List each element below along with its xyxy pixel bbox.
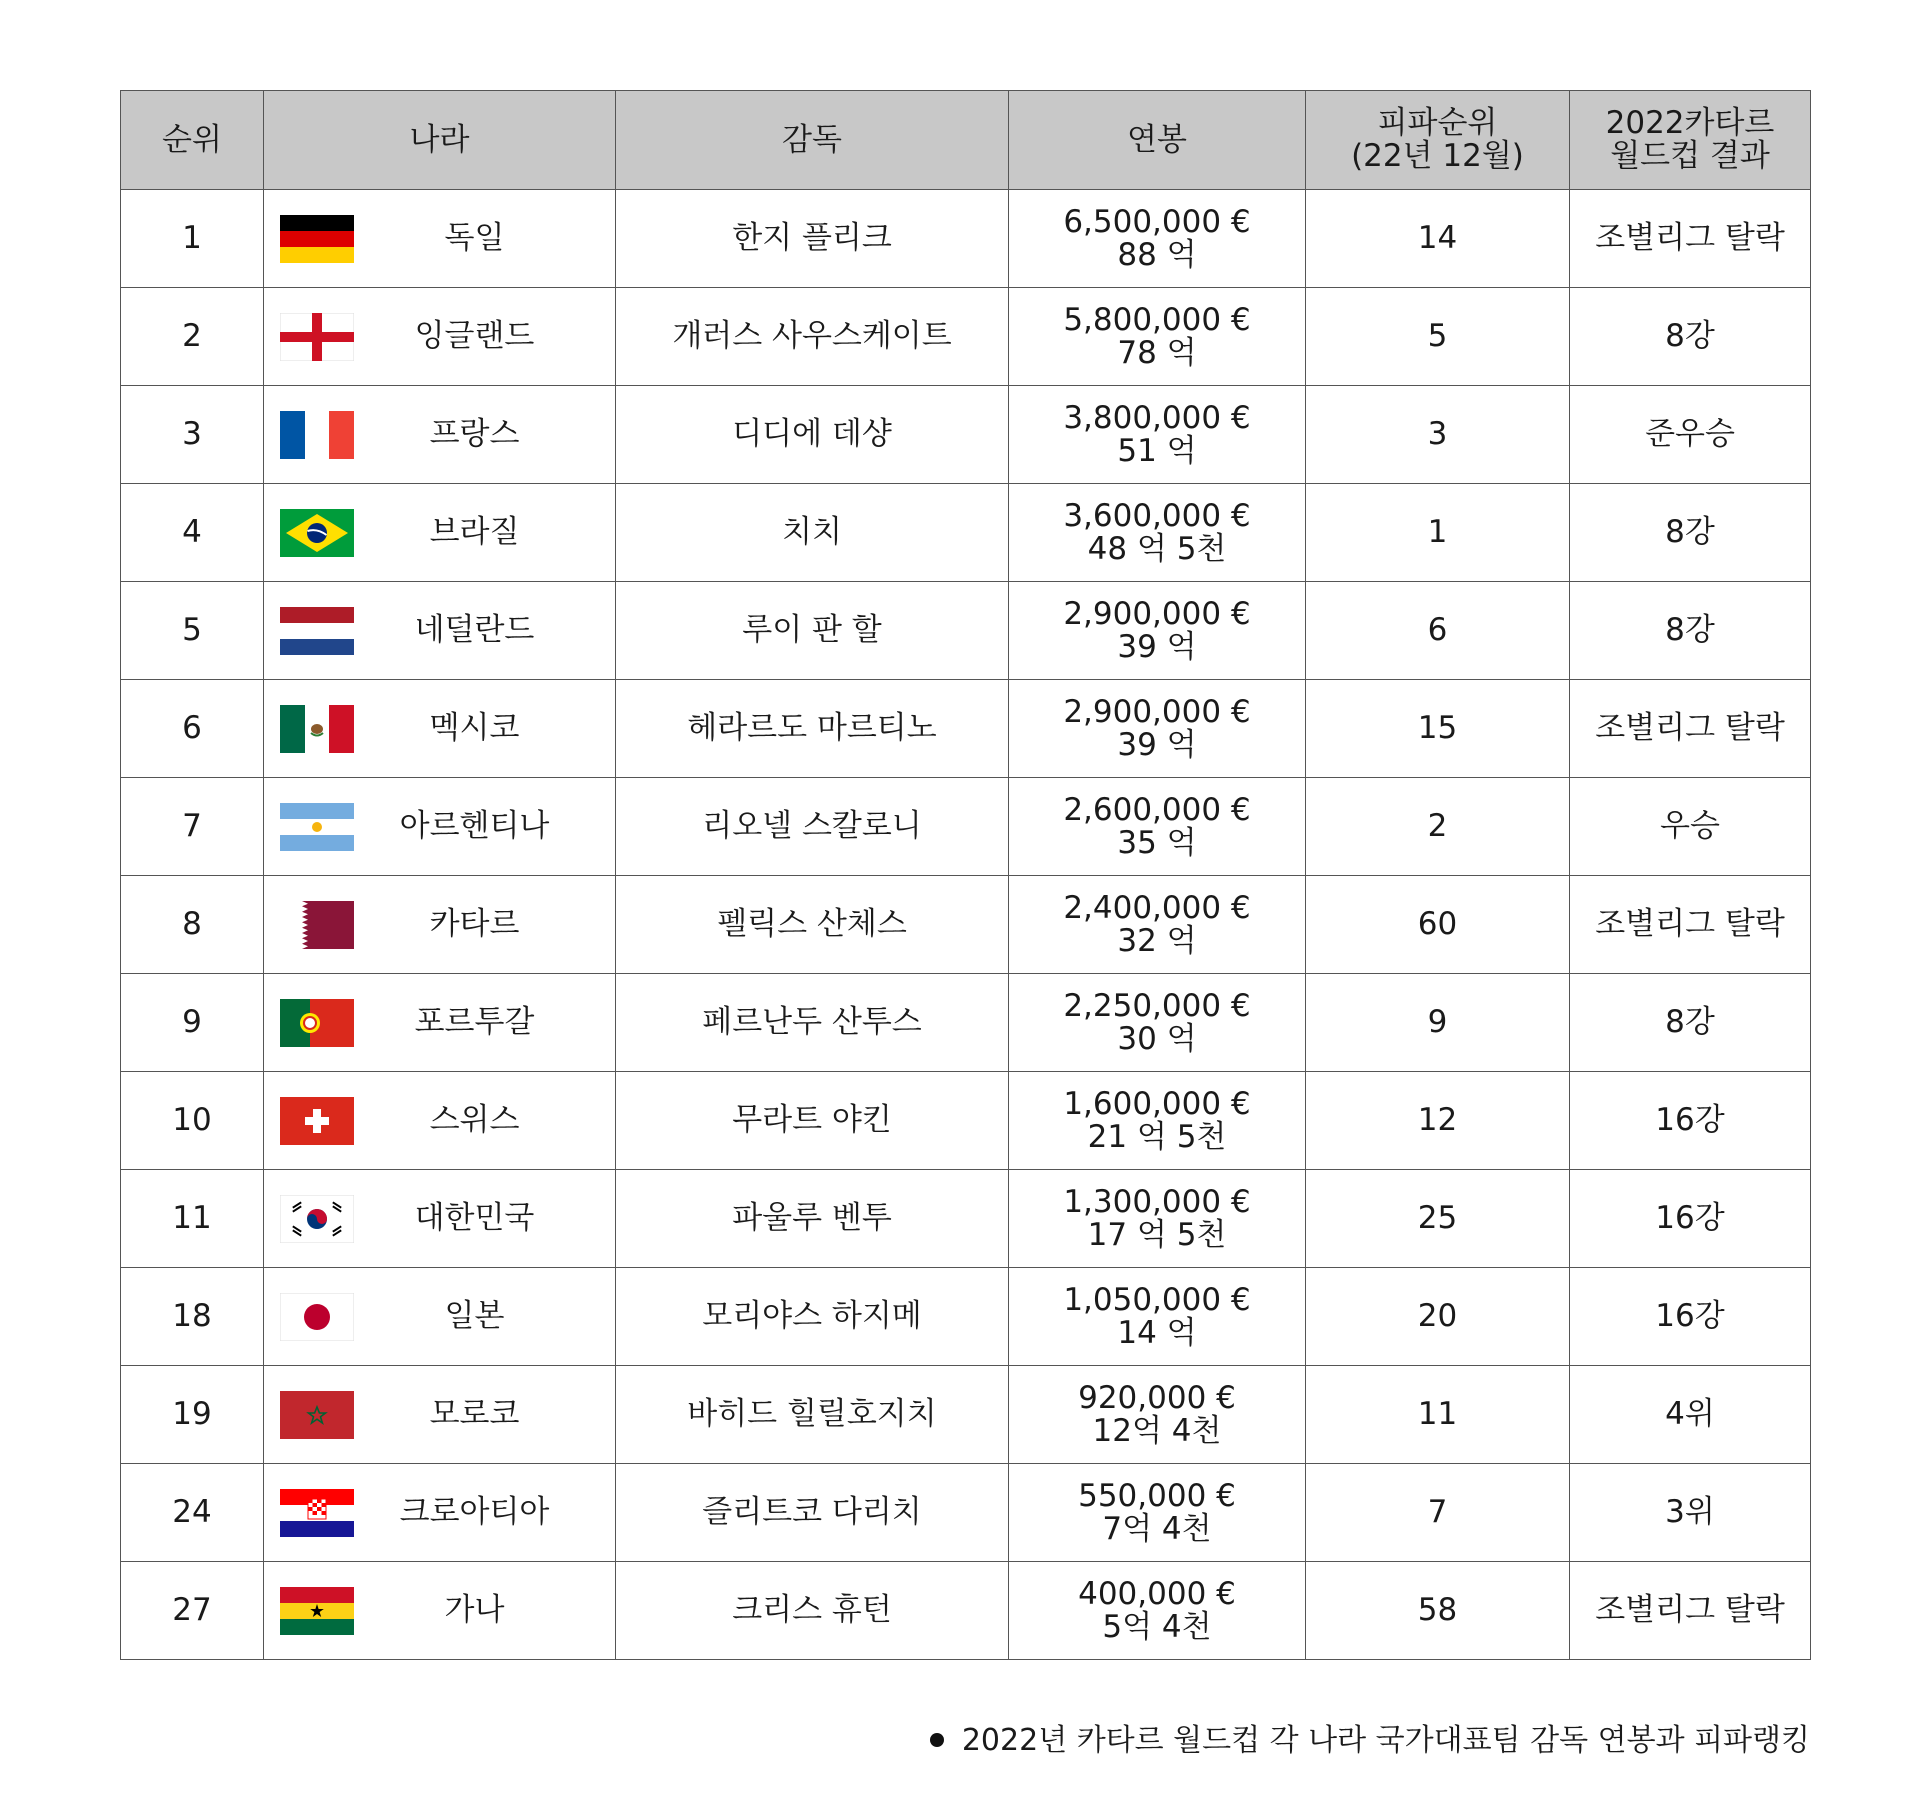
netherlands-flag — [280, 607, 354, 655]
salary-euro: 400,000 € — [1078, 1575, 1236, 1612]
table-header-row — [121, 91, 1811, 190]
result-cell: 8강 — [1570, 582, 1811, 680]
coach-salary-table — [120, 90, 1811, 1660]
coach-cell: 무라트 야킨 — [616, 1072, 1009, 1170]
country-name: 독일 — [444, 220, 505, 257]
salary-cell — [1009, 484, 1306, 582]
header-result-line2: 월드컵 결과 — [1610, 138, 1770, 174]
fifa-rank-cell: 14 — [1306, 190, 1570, 288]
result-cell: 3위 — [1570, 1464, 1811, 1562]
coach-cell: 개러스 사우스케이트 — [616, 288, 1009, 386]
table-row — [121, 778, 1811, 876]
salary-euro: 5,800,000 € — [1063, 301, 1251, 338]
rank-cell: 5 — [121, 582, 264, 680]
salary-euro: 3,600,000 € — [1063, 497, 1251, 534]
header-result — [1570, 91, 1811, 190]
rank-cell: 11 — [121, 1170, 264, 1268]
result-cell: 8강 — [1570, 974, 1811, 1072]
coach-cell: 디디에 데샹 — [616, 386, 1009, 484]
ghana-flag — [280, 1587, 354, 1635]
salary-euro: 920,000 € — [1078, 1379, 1236, 1416]
country-name: 프랑스 — [429, 416, 520, 453]
country-name: 스위스 — [429, 1102, 520, 1139]
salary-euro: 550,000 € — [1078, 1477, 1236, 1514]
country-name: 대한민국 — [414, 1200, 535, 1237]
country-name: 잉글랜드 — [414, 318, 535, 355]
country-name: 카타르 — [429, 906, 520, 943]
salary-euro: 2,900,000 € — [1063, 595, 1251, 632]
country-cell — [264, 190, 616, 288]
table-row — [121, 1562, 1811, 1660]
country-cell — [264, 1268, 616, 1366]
salary-won: 39 억 — [1117, 726, 1197, 763]
fifa-rank-cell: 5 — [1306, 288, 1570, 386]
rank-cell: 2 — [121, 288, 264, 386]
rank-cell: 19 — [121, 1366, 264, 1464]
country-cell — [264, 1072, 616, 1170]
fifa-rank-cell: 15 — [1306, 680, 1570, 778]
result-cell: 8강 — [1570, 288, 1811, 386]
country-cell — [264, 484, 616, 582]
salary-cell — [1009, 876, 1306, 974]
fifa-rank-cell: 60 — [1306, 876, 1570, 974]
rank-cell: 7 — [121, 778, 264, 876]
salary-cell — [1009, 190, 1306, 288]
table-row — [121, 288, 1811, 386]
coach-cell: 펠릭스 산체스 — [616, 876, 1009, 974]
rank-cell: 6 — [121, 680, 264, 778]
korea-flag — [280, 1195, 354, 1243]
country-name: 아르헨티나 — [399, 808, 550, 845]
salary-cell — [1009, 1562, 1306, 1660]
country-name: 크로아티아 — [399, 1494, 550, 1531]
germany-flag — [280, 215, 354, 263]
salary-cell — [1009, 1366, 1306, 1464]
salary-won: 14 억 — [1117, 1314, 1197, 1351]
mexico-flag — [280, 705, 354, 753]
table-row — [121, 1268, 1811, 1366]
table-row — [121, 974, 1811, 1072]
country-cell — [264, 680, 616, 778]
rank-cell: 24 — [121, 1464, 264, 1562]
country-name: 브라질 — [429, 514, 520, 551]
table-row — [121, 680, 1811, 778]
country-name: 네덜란드 — [414, 612, 535, 649]
header-rank: 순위 — [121, 91, 264, 190]
salary-euro: 3,800,000 € — [1063, 399, 1251, 436]
salary-won: 48 억 5천 — [1087, 530, 1227, 567]
salary-cell — [1009, 778, 1306, 876]
salary-won: 17 억 5천 — [1087, 1216, 1227, 1253]
salary-euro: 1,050,000 € — [1063, 1281, 1251, 1318]
result-cell: 우승 — [1570, 778, 1811, 876]
table-row — [121, 1366, 1811, 1464]
result-cell: 조별리그 탈락 — [1570, 876, 1811, 974]
result-cell: 조별리그 탈락 — [1570, 680, 1811, 778]
header-result-line1: 2022카타르 — [1605, 105, 1775, 142]
salary-table-container — [120, 90, 1810, 1660]
result-cell: 16강 — [1570, 1072, 1811, 1170]
france-flag — [280, 411, 354, 459]
rank-cell: 4 — [121, 484, 264, 582]
fifa-rank-cell: 7 — [1306, 1464, 1570, 1562]
country-name: 포르투갈 — [414, 1004, 535, 1041]
country-name: 모로코 — [429, 1396, 520, 1433]
fifa-rank-cell: 20 — [1306, 1268, 1570, 1366]
salary-cell — [1009, 1072, 1306, 1170]
salary-won: 51 억 — [1117, 432, 1197, 469]
croatia-flag — [280, 1489, 354, 1537]
header-country: 나라 — [264, 91, 616, 190]
fifa-rank-cell: 3 — [1306, 386, 1570, 484]
rank-cell: 27 — [121, 1562, 264, 1660]
header-coach: 감독 — [616, 91, 1009, 190]
portugal-flag — [280, 999, 354, 1047]
result-cell: 16강 — [1570, 1268, 1811, 1366]
rank-cell: 18 — [121, 1268, 264, 1366]
bullet-icon — [930, 1733, 944, 1747]
fifa-rank-cell: 2 — [1306, 778, 1570, 876]
country-cell — [264, 288, 616, 386]
result-cell: 준우승 — [1570, 386, 1811, 484]
country-name: 가나 — [444, 1592, 505, 1629]
table-body — [121, 190, 1811, 1660]
qatar-flag — [280, 901, 354, 949]
coach-cell: 한지 플리크 — [616, 190, 1009, 288]
salary-won: 39 억 — [1117, 628, 1197, 665]
fifa-rank-cell: 12 — [1306, 1072, 1570, 1170]
rank-cell: 9 — [121, 974, 264, 1072]
coach-cell: 리오넬 스칼로니 — [616, 778, 1009, 876]
salary-cell — [1009, 582, 1306, 680]
country-cell — [264, 1464, 616, 1562]
salary-euro: 2,900,000 € — [1063, 693, 1251, 730]
salary-cell — [1009, 680, 1306, 778]
header-fifa-rank — [1306, 91, 1570, 190]
coach-cell: 모리야스 하지메 — [616, 1268, 1009, 1366]
table-row — [121, 1072, 1811, 1170]
country-cell — [264, 582, 616, 680]
salary-cell — [1009, 386, 1306, 484]
result-cell: 16강 — [1570, 1170, 1811, 1268]
result-cell: 4위 — [1570, 1366, 1811, 1464]
salary-won: 7억 4천 — [1102, 1510, 1212, 1547]
salary-cell — [1009, 974, 1306, 1072]
salary-cell — [1009, 288, 1306, 386]
country-name: 멕시코 — [429, 710, 520, 747]
country-cell — [264, 974, 616, 1072]
coach-cell: 헤라르도 마르티노 — [616, 680, 1009, 778]
rank-cell: 8 — [121, 876, 264, 974]
fifa-rank-cell: 1 — [1306, 484, 1570, 582]
salary-won: 12억 4천 — [1092, 1412, 1222, 1449]
salary-won: 35 억 — [1117, 824, 1197, 861]
country-cell — [264, 1170, 616, 1268]
coach-cell: 치치 — [616, 484, 1009, 582]
table-row — [121, 484, 1811, 582]
caption-text: 2022년 카타르 월드컵 각 나라 국가대표팀 감독 연봉과 피파랭킹 — [961, 1723, 1810, 1758]
salary-won: 78 억 — [1117, 334, 1197, 371]
header-fifa-line1: 피파순위 — [1377, 105, 1498, 142]
fifa-rank-cell: 6 — [1306, 582, 1570, 680]
rank-cell: 1 — [121, 190, 264, 288]
header-fifa-line2: (22년 12월) — [1351, 138, 1524, 174]
coach-cell: 루이 판 할 — [616, 582, 1009, 680]
table-row — [121, 386, 1811, 484]
japan-flag — [280, 1293, 354, 1341]
table-row — [121, 1464, 1811, 1562]
salary-won: 32 억 — [1117, 922, 1197, 959]
header-salary: 연봉 — [1009, 91, 1306, 190]
table-caption — [930, 1715, 1810, 1759]
rank-cell: 3 — [121, 386, 264, 484]
fifa-rank-cell: 58 — [1306, 1562, 1570, 1660]
rank-cell: 10 — [121, 1072, 264, 1170]
country-name: 일본 — [444, 1298, 505, 1335]
switzerland-flag — [280, 1097, 354, 1145]
salary-cell — [1009, 1268, 1306, 1366]
coach-cell: 페르난두 산투스 — [616, 974, 1009, 1072]
salary-euro: 2,600,000 € — [1063, 791, 1251, 828]
table-row — [121, 1170, 1811, 1268]
result-cell: 조별리그 탈락 — [1570, 190, 1811, 288]
salary-won: 5억 4천 — [1102, 1608, 1212, 1645]
salary-cell — [1009, 1170, 1306, 1268]
brazil-flag — [280, 509, 354, 557]
country-cell — [264, 778, 616, 876]
argentina-flag — [280, 803, 354, 851]
england-flag — [280, 313, 354, 361]
salary-euro: 2,400,000 € — [1063, 889, 1251, 926]
fifa-rank-cell: 11 — [1306, 1366, 1570, 1464]
morocco-flag — [280, 1391, 354, 1439]
salary-euro: 2,250,000 € — [1063, 987, 1251, 1024]
fifa-rank-cell: 25 — [1306, 1170, 1570, 1268]
table-row — [121, 876, 1811, 974]
country-cell — [264, 1366, 616, 1464]
result-cell: 조별리그 탈락 — [1570, 1562, 1811, 1660]
result-cell: 8강 — [1570, 484, 1811, 582]
salary-euro: 1,600,000 € — [1063, 1085, 1251, 1122]
table-row — [121, 582, 1811, 680]
salary-cell — [1009, 1464, 1306, 1562]
country-cell — [264, 876, 616, 974]
table-row — [121, 190, 1811, 288]
coach-cell: 크리스 휴턴 — [616, 1562, 1009, 1660]
salary-euro: 6,500,000 € — [1063, 203, 1251, 240]
salary-euro: 1,300,000 € — [1063, 1183, 1251, 1220]
coach-cell: 즐리트코 다리치 — [616, 1464, 1009, 1562]
country-cell — [264, 1562, 616, 1660]
coach-cell: 파울루 벤투 — [616, 1170, 1009, 1268]
coach-cell: 바히드 힐릴호지치 — [616, 1366, 1009, 1464]
salary-won: 88 억 — [1117, 236, 1197, 273]
salary-won: 30 억 — [1117, 1020, 1197, 1057]
salary-won: 21 억 5천 — [1087, 1118, 1227, 1155]
fifa-rank-cell: 9 — [1306, 974, 1570, 1072]
country-cell — [264, 386, 616, 484]
